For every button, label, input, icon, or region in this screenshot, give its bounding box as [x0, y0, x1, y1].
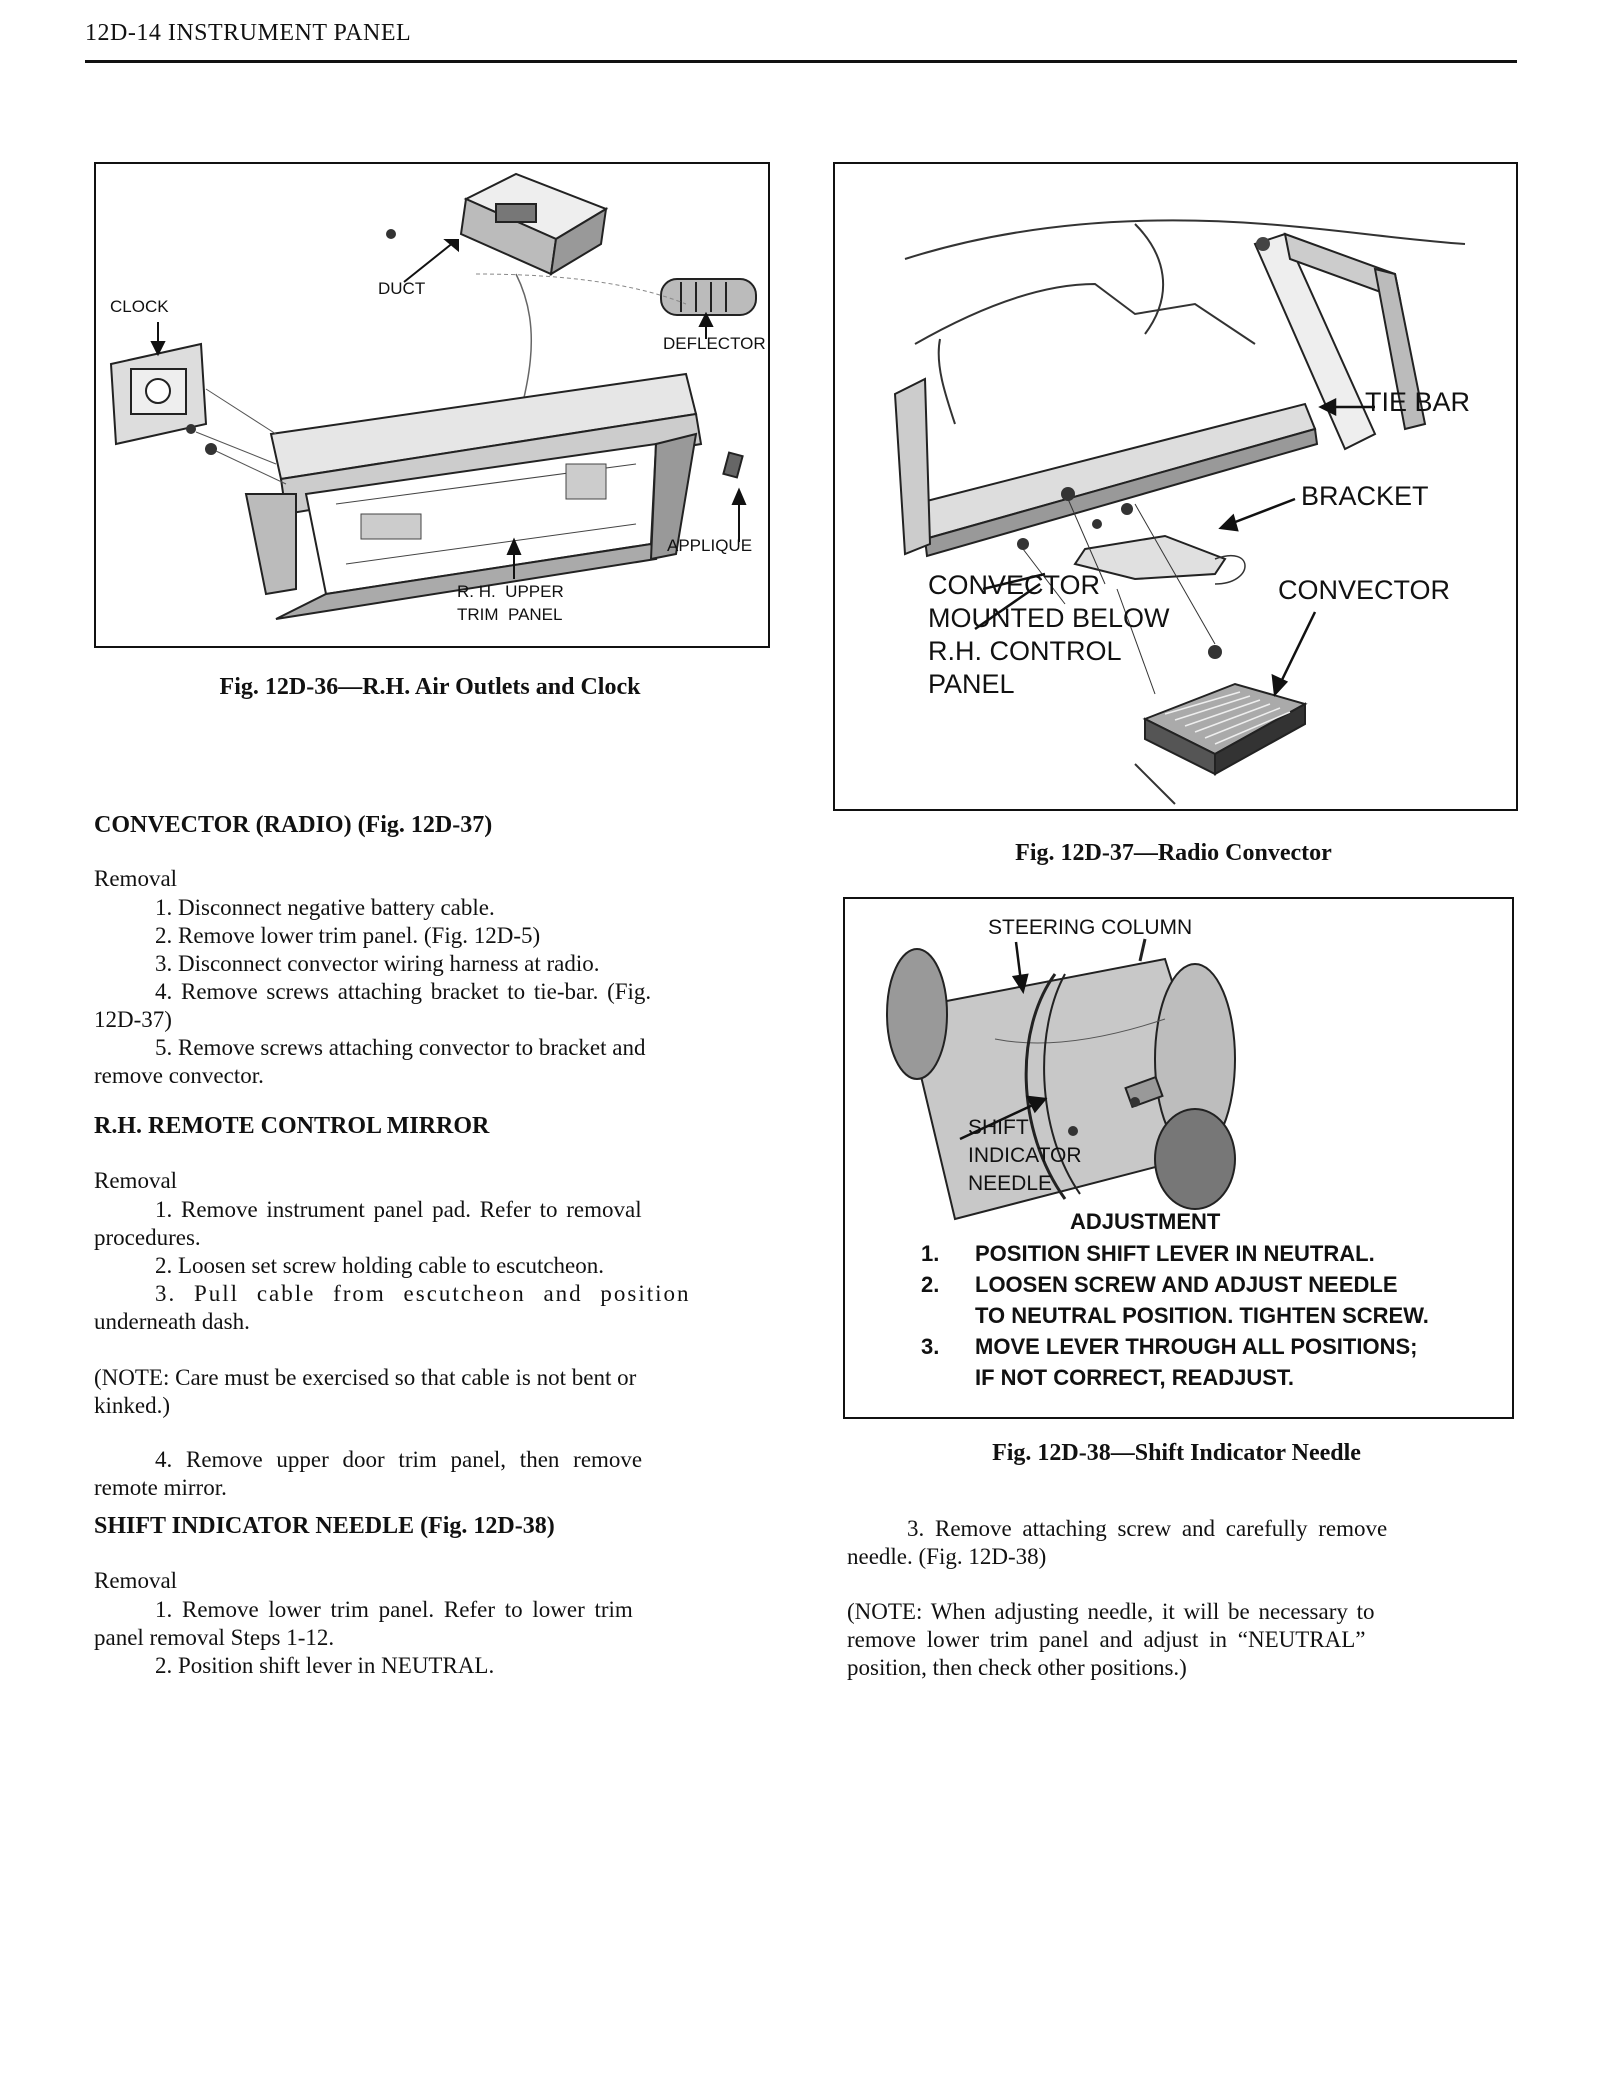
convector-step-2: 2. Remove lower trim panel. (Fig. 12D-5) — [155, 923, 541, 948]
adjustment-item-3-line1: MOVE LEVER THROUGH ALL POSITIONS; — [975, 1334, 1418, 1359]
mirror-step-1-cont: procedures. — [94, 1225, 201, 1250]
label-rh-upper: R. H. UPPER — [457, 582, 564, 601]
mirror-step-3-cont: underneath dash. — [94, 1309, 250, 1334]
adjustment-item-2-num: 2. — [921, 1272, 940, 1297]
shift-step-3: 3. Remove attaching screw and carefully remove — [907, 1516, 1388, 1541]
convector-step-5: 5. Remove screws attaching convector to bracket and — [155, 1035, 646, 1060]
adjustment-heading: ADJUSTMENT — [1070, 1209, 1221, 1234]
header-rule — [85, 60, 1517, 63]
label-deflector: DEFLECTOR — [663, 334, 766, 353]
figure-12d-38 — [843, 897, 1514, 1419]
label-convector-line1: CONVECTOR — [928, 570, 1101, 600]
adjustment-item-2-line2: TO NEUTRAL POSITION. TIGHTEN SCREW. — [975, 1303, 1429, 1328]
shift-removal-heading: Removal — [94, 1568, 178, 1593]
label-convector-line4: PANEL — [928, 669, 1015, 699]
label-shift: SHIFT — [968, 1116, 1029, 1139]
page-header: 12D-14 INSTRUMENT PANEL — [85, 20, 412, 46]
convector-step-4-cont: 12D-37) — [94, 1007, 172, 1032]
mirror-step-4: 4. Remove upper door trim panel, then remove — [155, 1447, 643, 1472]
shift-step-3-cont: needle. (Fig. 12D-38) — [847, 1544, 1047, 1569]
adjustment-item-3-num: 3. — [921, 1334, 940, 1359]
convector-section-title: CONVECTOR (RADIO) (Fig. 12D-37) — [94, 812, 493, 838]
shift-step-1-cont: panel removal Steps 1-12. — [94, 1625, 335, 1650]
figure-12d-36-caption: Fig. 12D-36—R.H. Air Outlets and Clock — [219, 674, 641, 700]
label-needle: NEEDLE — [968, 1172, 1053, 1195]
air-outlets-clock-illustration — [96, 164, 768, 646]
adjustment-item-1-line1: POSITION SHIFT LEVER IN NEUTRAL. — [975, 1241, 1375, 1266]
shift-section-title: SHIFT INDICATOR NEEDLE (Fig. 12D-38) — [94, 1513, 555, 1539]
label-tie-bar: TIE BAR — [1365, 387, 1471, 417]
shift-note-line3: position, then check other positions.) — [847, 1655, 1187, 1680]
figure-12d-38-caption: Fig. 12D-38—Shift Indicator Needle — [992, 1440, 1361, 1466]
label-convector-right: CONVECTOR — [1278, 575, 1451, 605]
convector-step-4: 4. Remove screws attaching bracket to tie-bar. (Fig. — [155, 979, 652, 1004]
shift-note-line1: (NOTE: When adjusting needle, it will be necessary to — [847, 1599, 1375, 1624]
mirror-removal-heading: Removal — [94, 1168, 178, 1193]
label-convector-line2: MOUNTED BELOW — [928, 603, 1170, 633]
figure-12d-37 — [833, 162, 1518, 811]
label-clock: CLOCK — [110, 297, 169, 316]
shift-step-1: 1. Remove lower trim panel. Refer to lower trim — [155, 1597, 633, 1622]
convector-step-1: 1. Disconnect negative battery cable. — [155, 895, 495, 920]
adjustment-item-1-num: 1. — [921, 1241, 940, 1266]
label-duct: DUCT — [378, 279, 426, 298]
mirror-step-4-cont: remote mirror. — [94, 1475, 227, 1500]
label-applique: APPLIQUE — [667, 536, 753, 555]
label-trim-panel: TRIM PANEL — [457, 605, 563, 624]
label-steering-column: STEERING COLUMN — [988, 916, 1193, 939]
mirror-note-line2: kinked.) — [94, 1393, 171, 1418]
convector-step-5-cont: remove convector. — [94, 1063, 264, 1088]
label-bracket: BRACKET — [1301, 481, 1429, 511]
shift-note-line2: remove lower trim panel and adjust in “NEUTRAL” — [847, 1627, 1366, 1652]
mirror-step-1: 1. Remove instrument panel pad. Refer to removal — [155, 1197, 642, 1222]
adjustment-item-3-line2: IF NOT CORRECT, READJUST. — [975, 1365, 1295, 1390]
mirror-section-title: R.H. REMOTE CONTROL MIRROR — [94, 1113, 490, 1139]
mirror-note-line1: (NOTE: Care must be exercised so that cable is not bent or — [94, 1365, 637, 1390]
convector-step-3: 3. Disconnect convector wiring harness at radio. — [155, 951, 600, 976]
label-indicator: INDICATOR — [968, 1144, 1082, 1167]
convector-removal-heading: Removal — [94, 866, 178, 891]
adjustment-item-2-line1: LOOSEN SCREW AND ADJUST NEEDLE — [975, 1272, 1398, 1297]
mirror-step-3: 3. Pull cable from escutcheon and position — [155, 1281, 691, 1306]
figure-12d-37-caption: Fig. 12D-37—Radio Convector — [1015, 840, 1332, 866]
mirror-step-2: 2. Loosen set screw holding cable to escutcheon. — [155, 1253, 605, 1278]
figure-12d-36 — [94, 162, 770, 648]
shift-step-2: 2. Position shift lever in NEUTRAL. — [155, 1653, 495, 1678]
label-convector-line3: R.H. CONTROL — [928, 636, 1122, 666]
